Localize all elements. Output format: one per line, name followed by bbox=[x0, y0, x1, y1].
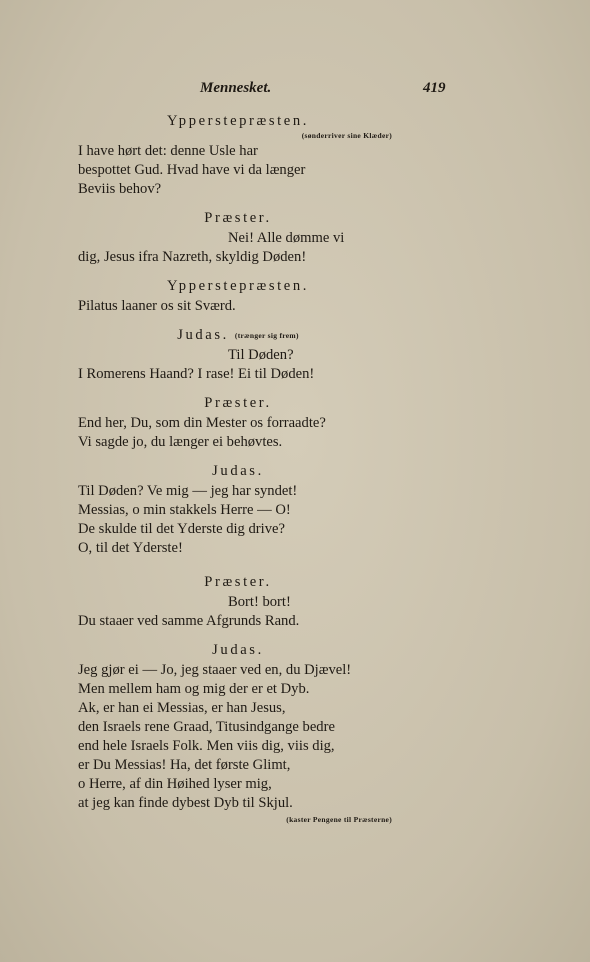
verse-line: Jeg gjør ei — Jo, jeg staaer ved en, du Djævel! bbox=[78, 662, 352, 678]
verse-line: bespottet Gud. Hvad have vi da længer bbox=[78, 162, 306, 178]
verse-line: den Israels rene Graad, Titusindgange bedre bbox=[78, 719, 335, 735]
verse-line: Nei! Alle dømme vi bbox=[228, 230, 345, 246]
verse-line: O, til det Yderste! bbox=[78, 540, 183, 556]
verse-line: Vi sagde jo, du længer ei behøvtes. bbox=[78, 434, 283, 450]
verse-line: Til Døden? Ve mig — jeg har syndet! bbox=[78, 483, 298, 499]
stage-direction: (trænger sig frem) bbox=[234, 331, 299, 340]
verse-line: End her, Du, som din Mester os forraadte? bbox=[78, 415, 326, 431]
verse-line: Beviis behov? bbox=[78, 181, 162, 197]
verse-line: Til Døden? bbox=[228, 347, 294, 363]
verse-line: Du staaer ved samme Afgrunds Rand. bbox=[78, 613, 300, 629]
verse-line: at jeg kan finde dybest Dyb til Skjul. bbox=[78, 795, 293, 811]
verse-line: I Romerens Haand? I rase! Ei til Døden! bbox=[78, 366, 315, 382]
verse-line: Bort! bort! bbox=[228, 594, 291, 610]
verse-line: Men mellem ham og mig der er et Dyb. bbox=[78, 681, 310, 697]
running-title: Mennesket. bbox=[200, 80, 272, 96]
speaker-heading: Præster. bbox=[204, 210, 272, 226]
stage-direction: (kaster Pengene til Præsterne) bbox=[286, 815, 392, 824]
verse-line: Ak, er han ei Messias, er han Jesus, bbox=[78, 700, 286, 716]
running-head bbox=[0, 80, 590, 102]
play-text bbox=[78, 112, 398, 826]
speaker-heading: Præster. bbox=[204, 395, 272, 411]
speaker-heading: Præster. bbox=[204, 574, 272, 590]
speaker-name: Judas. bbox=[177, 327, 229, 343]
speaker-heading: Judas. bbox=[212, 642, 264, 658]
speaker-heading: Ypperstepræsten. bbox=[167, 113, 309, 129]
stage-direction: (sønderriver sine Klæder) bbox=[301, 131, 392, 140]
verse-line: end hele Israels Folk. Men viis dig, viis dig, bbox=[78, 738, 335, 754]
speaker-heading-with-stage bbox=[78, 326, 398, 346]
verse-line: o Herre, af din Høihed lyser mig, bbox=[78, 776, 272, 792]
verse-line: Messias, o min stakkels Herre — O! bbox=[78, 502, 291, 518]
verse-line: er Du Messias! Ha, det første Glimt, bbox=[78, 757, 291, 773]
page-number: 419 bbox=[423, 80, 446, 96]
verse-line: Pilatus laaner os sit Sværd. bbox=[78, 298, 236, 314]
verse-line: De skulde til det Yderste dig drive? bbox=[78, 521, 285, 537]
speaker-heading: Judas. bbox=[212, 463, 264, 479]
verse-line: I have hørt det: denne Usle har bbox=[78, 143, 258, 159]
verse-line: dig, Jesus ifra Nazreth, skyldig Døden! bbox=[78, 249, 307, 265]
speaker-heading: Ypperstepræsten. bbox=[167, 278, 309, 294]
